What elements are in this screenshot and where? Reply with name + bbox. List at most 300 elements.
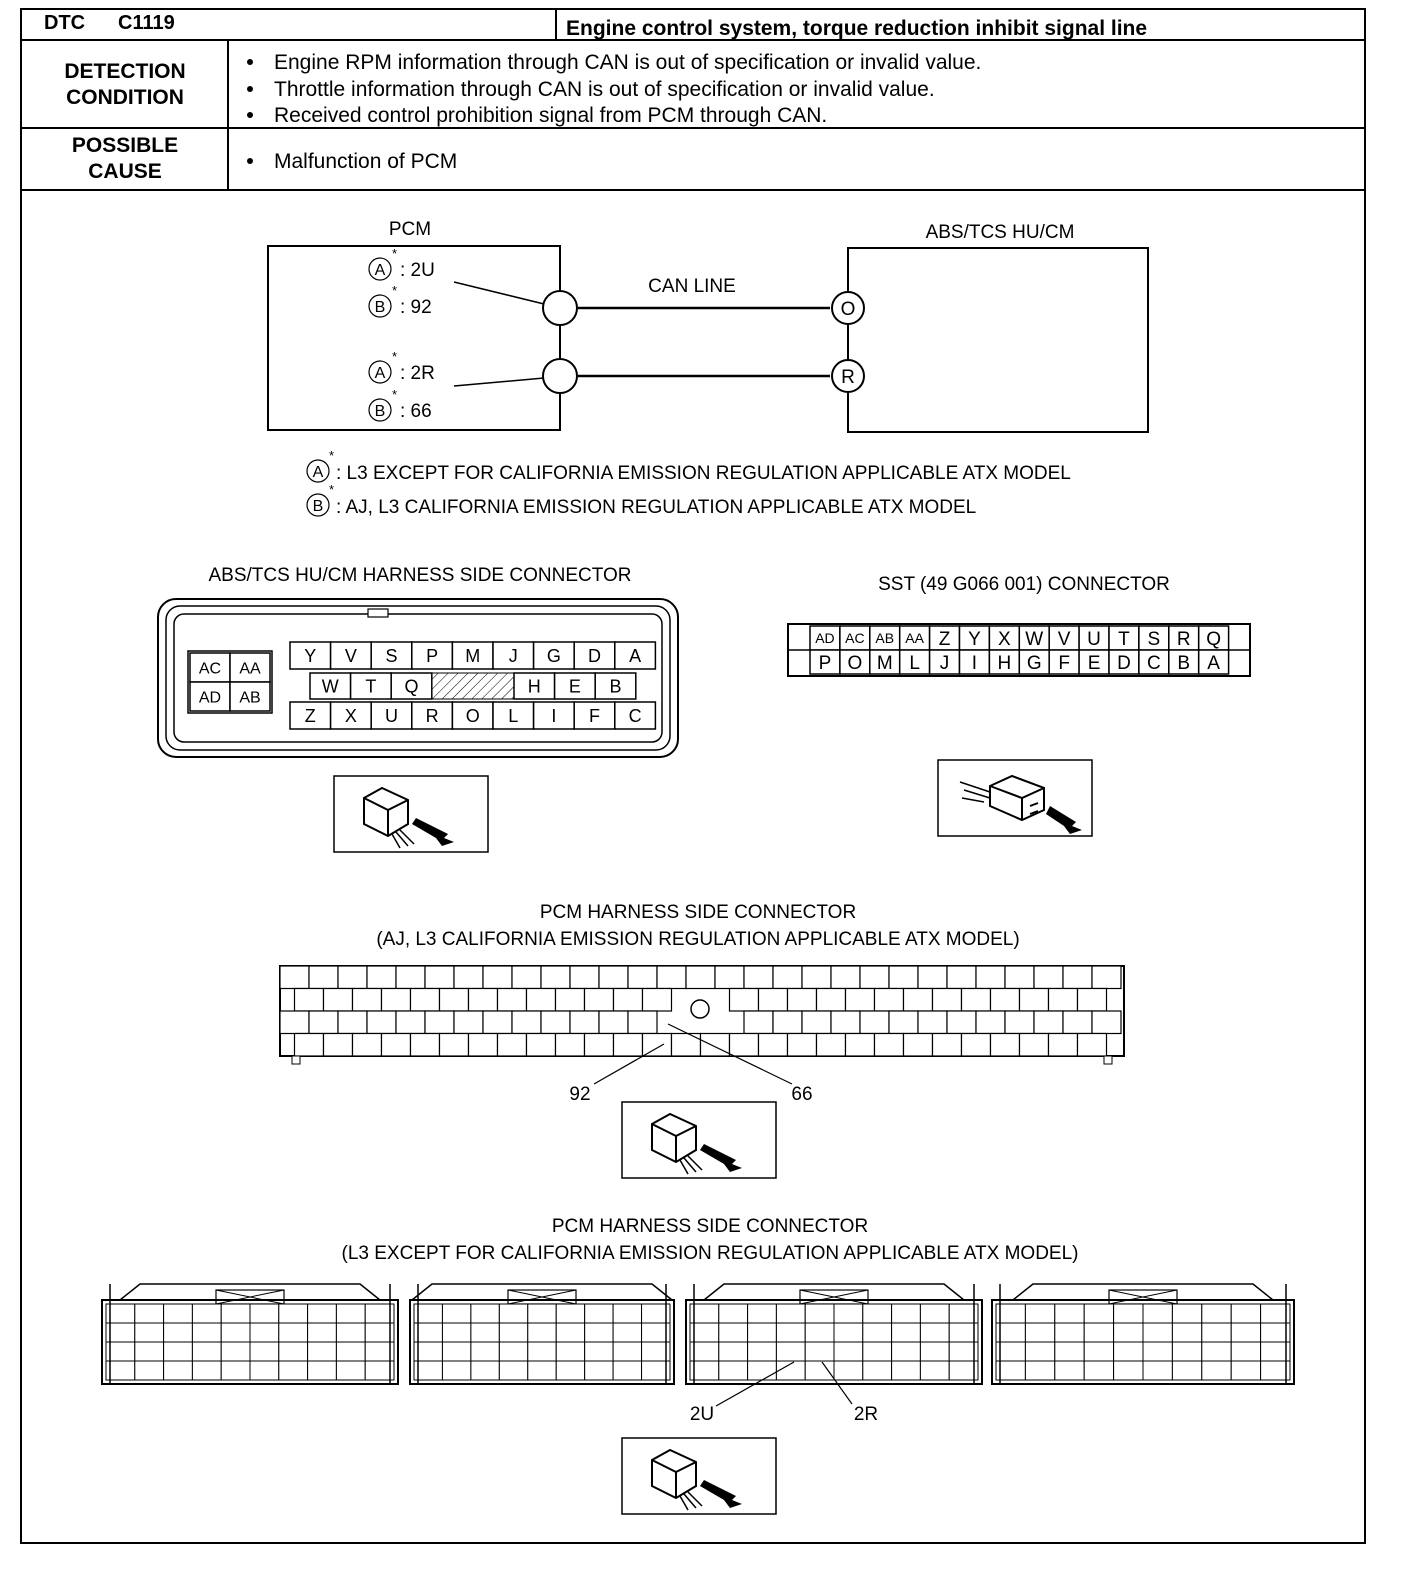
pcm-a-terminal — [336, 1323, 365, 1342]
pcm-b-terminal — [831, 1011, 860, 1034]
detection-item-3: Received control prohibition signal from PCM through CAN. — [274, 104, 828, 127]
pcm-b-terminal — [730, 1034, 759, 1057]
pcm-b-terminal — [1092, 1011, 1121, 1034]
sst-terminal-label: L — [909, 652, 920, 674]
sst-terminal-label: T — [1118, 628, 1130, 650]
pcm-b-terminal — [918, 1011, 947, 1034]
pcm-b-terminal — [396, 966, 425, 989]
pcm-pin-2r: : 2R — [400, 363, 435, 384]
cause-label: POSSIBLE — [71, 134, 179, 157]
detection-label: DETECTION — [64, 60, 186, 83]
abs-connector-key — [368, 609, 388, 617]
abs-pin-r: R — [841, 367, 855, 388]
sst-terminal-label: X — [998, 628, 1011, 650]
sst-terminal-label: A — [1207, 652, 1220, 674]
pcm-b-terminal — [933, 1034, 962, 1057]
bullet — [247, 112, 253, 118]
abs-terminal-label: AA — [239, 660, 261, 678]
pcm-a-terminal — [719, 1361, 748, 1380]
pcm-b-terminal — [976, 1011, 1005, 1034]
pcm-connector-b-subtitle: (AJ, L3 CALIFORNIA EMISSION REGULATION APPLICABLE ATX MODEL) — [376, 929, 1020, 950]
pcm-b-terminal — [280, 1011, 309, 1034]
pcm-b-terminal — [643, 989, 672, 1012]
pcm-b-terminal — [860, 966, 889, 989]
pcm-a-terminal — [1055, 1342, 1084, 1361]
sst-terminal-label: F — [1058, 652, 1070, 674]
pcm-b-terminal — [672, 1034, 701, 1057]
variant-a-letter: A — [374, 262, 386, 279]
abs-terminal-label: Y — [304, 645, 317, 666]
pcm-a-terminal — [135, 1323, 164, 1342]
pcm-a-terminal — [1025, 1304, 1054, 1323]
pcm-b-terminal — [846, 1034, 875, 1057]
pcm-a-terminal — [719, 1323, 748, 1342]
harness-view-icon — [960, 776, 1082, 834]
sst-terminal-label: I — [971, 652, 978, 674]
abs-terminal-label: AC — [198, 660, 222, 678]
pcm-a-terminal — [1084, 1342, 1113, 1361]
pcm-a-terminal — [920, 1323, 949, 1342]
leader-low — [454, 378, 544, 386]
pcm-b-terminal — [947, 1011, 976, 1034]
sst-terminal-label: M — [876, 652, 893, 674]
pcm-a-terminal — [748, 1323, 777, 1342]
abs-terminal-label: P — [426, 645, 439, 666]
pcm-a-terminal — [1114, 1342, 1143, 1361]
variant-a-letter: A — [374, 365, 386, 382]
pcm-b-terminal — [628, 1011, 657, 1034]
pcm-a-terminal — [279, 1304, 308, 1323]
pcm-a-terminal — [805, 1304, 834, 1323]
pcm-b-terminal — [570, 966, 599, 989]
pcm-a-terminal — [471, 1304, 499, 1323]
pcm-a-terminal — [308, 1304, 337, 1323]
sst-terminal-label: P — [818, 652, 832, 674]
pcm-a-terminal — [471, 1361, 499, 1380]
abs-terminal-label: AD — [198, 689, 222, 707]
pcm-connector-a-blocks — [102, 1284, 1294, 1384]
pcm-a-terminal — [164, 1304, 193, 1323]
abs-terminal-label: E — [568, 676, 581, 697]
dtc-label: DTC — [44, 12, 86, 34]
pcm-a-terminal — [719, 1342, 748, 1361]
pcm-b-terminal — [585, 1034, 614, 1057]
dtc-title: Engine control system, torque reduction inhibit signal line — [566, 17, 1148, 40]
pcm-b-terminal — [353, 1034, 382, 1057]
pcm-a-terminal — [585, 1304, 613, 1323]
sst-terminal-label: AA — [905, 630, 924, 647]
pcm-a-terminal — [613, 1342, 641, 1361]
pcm-a-terminal — [556, 1361, 584, 1380]
pcm-connector-b-title: PCM HARNESS SIDE CONNECTOR — [539, 902, 857, 923]
pcm-a-terminal — [1202, 1342, 1231, 1361]
pcm-a-terminal — [192, 1361, 221, 1380]
abs-terminal-label: S — [385, 645, 398, 666]
abs-terminal-label: M — [465, 645, 481, 666]
pcm-a-terminal — [863, 1342, 892, 1361]
pcm-a-terminal — [892, 1304, 921, 1323]
pcm-a-terminal — [613, 1361, 641, 1380]
pcm-a-terminal — [834, 1323, 863, 1342]
abs-terminal-label: Z — [304, 705, 316, 726]
pcm-a-terminal — [336, 1361, 365, 1380]
pcm-b-terminal — [947, 966, 976, 989]
pcm-a-terminal — [1231, 1323, 1260, 1342]
pcm-a-terminal — [863, 1304, 892, 1323]
pcm-a-terminal — [776, 1304, 805, 1323]
sst-terminal-label: H — [997, 652, 1012, 674]
pcm-b-terminal — [280, 966, 309, 989]
pcm-a-terminal — [221, 1323, 250, 1342]
pcm-b-terminal — [1005, 1011, 1034, 1034]
callout-2u: 2U — [689, 1404, 715, 1425]
pcm-b-terminal — [411, 1034, 440, 1057]
detection-label-2: CONDITION — [66, 86, 184, 109]
pcm-b-terminal — [1034, 966, 1063, 989]
pcm-b-terminal — [962, 989, 991, 1012]
pcm-a-terminal — [308, 1323, 337, 1342]
sst-terminal-label: G — [1026, 652, 1042, 674]
pcm-a-terminal — [135, 1361, 164, 1380]
pcm-a-terminal — [1084, 1323, 1113, 1342]
pcm-a-terminal — [748, 1304, 777, 1323]
pcm-b-terminal — [875, 1034, 904, 1057]
pcm-a-terminal — [250, 1304, 279, 1323]
abs-connector — [158, 565, 678, 852]
abs-terminal-label: X — [344, 705, 357, 726]
pcm-b-terminal — [367, 966, 396, 989]
pcm-b-terminal — [309, 1011, 338, 1034]
callout-92: 92 — [569, 1084, 591, 1105]
pcm-a-terminal — [279, 1323, 308, 1342]
pcm-b-terminal — [918, 966, 947, 989]
pcm-a-terminal — [613, 1323, 641, 1342]
variant-star: * — [392, 387, 398, 402]
pcm-b-terminal — [425, 1011, 454, 1034]
sst-terminal-label: U — [1087, 628, 1101, 650]
pcm-pin-2u: : 2U — [400, 260, 435, 281]
pcm-b-terminal — [440, 989, 469, 1012]
pcm-a-terminal — [1114, 1361, 1143, 1380]
pcm-a-terminal — [748, 1361, 777, 1380]
pcm-b-terminal — [730, 989, 759, 1012]
pcm-a-terminal — [1084, 1361, 1113, 1380]
detection-item-2: Throttle information through CAN is out of specification or invalid value. — [274, 78, 935, 101]
pcm-connector-a-title: PCM HARNESS SIDE CONNECTOR — [551, 1216, 869, 1237]
pcm-b-terminal — [324, 989, 353, 1012]
pcm-pin-66: : 66 — [400, 401, 432, 422]
pcm-a-terminal — [556, 1304, 584, 1323]
pcm-pin-92: : 92 — [400, 297, 432, 318]
pcm-a-terminal — [585, 1361, 613, 1380]
cause-item-1: Malfunction of PCM — [274, 150, 458, 173]
pcm-b-terminal — [1034, 1011, 1063, 1034]
abs-terminal-label: J — [508, 645, 518, 666]
variant-notes — [307, 448, 1071, 518]
bullet — [247, 59, 253, 65]
pcm-b-terminal — [527, 989, 556, 1012]
pcm-a-terminal — [164, 1342, 193, 1361]
pcm-b-terminal — [643, 1034, 672, 1057]
abs-label: ABS/TCS HU/CM — [925, 222, 1075, 243]
harness-view-icon — [652, 1450, 742, 1510]
pcm-connector-a — [102, 1216, 1294, 1514]
pcm-a-terminal — [192, 1323, 221, 1342]
pcm-b-terminal — [541, 966, 570, 989]
pcm-b-terminal — [701, 1034, 730, 1057]
pcm-b-terminal — [295, 989, 324, 1012]
pcm-b-terminal — [991, 1034, 1020, 1057]
pcm-b-terminal — [454, 1011, 483, 1034]
pcm-a-terminal — [719, 1304, 748, 1323]
pcm-b-terminal — [744, 966, 773, 989]
abs-terminal-label: C — [628, 705, 642, 726]
pcm-b-terminal — [556, 1034, 585, 1057]
sst-terminal-label: J — [939, 652, 950, 674]
pcm-a-terminal — [221, 1342, 250, 1361]
pcm-b-terminal — [585, 989, 614, 1012]
sst-terminal-label: B — [1177, 652, 1191, 674]
pcm-a-terminal — [221, 1304, 250, 1323]
abs-terminal-label: I — [551, 705, 557, 726]
sst-terminal-label: W — [1025, 628, 1044, 650]
pcm-a-terminal — [892, 1361, 921, 1380]
pcm-a-terminal — [834, 1304, 863, 1323]
pcm-a-terminal — [1231, 1342, 1260, 1361]
pcm-b-terminal — [991, 989, 1020, 1012]
pcm-b-terminal — [324, 1034, 353, 1057]
pcm-a-terminal — [442, 1304, 470, 1323]
pcm-b-terminal — [353, 989, 382, 1012]
pcm-a-terminal — [1231, 1361, 1260, 1380]
pcm-b-terminal — [962, 1034, 991, 1057]
pcm-a-terminal — [1143, 1361, 1172, 1380]
pcm-b-terminal — [1063, 966, 1092, 989]
harness-view-icon — [652, 1114, 742, 1174]
pcm-a-terminal — [1025, 1361, 1054, 1380]
note-b-letter: B — [312, 498, 324, 515]
pcm-a-terminal — [1231, 1304, 1260, 1323]
abs-terminal-label: L — [508, 705, 519, 726]
pcm-a-terminal — [279, 1361, 308, 1380]
pcm-b-terminal — [411, 989, 440, 1012]
sst-connector-cells — [810, 626, 1229, 674]
pcm-a-terminal — [336, 1342, 365, 1361]
pcm-a-terminal — [528, 1342, 556, 1361]
pcm-a-terminal — [528, 1304, 556, 1323]
pcm-b-terminal — [889, 966, 918, 989]
pcm-a-terminal — [499, 1304, 527, 1323]
pcm-b-terminal — [614, 1034, 643, 1057]
sst-terminal-label: AC — [845, 630, 865, 647]
pcm-b-terminal — [976, 966, 1005, 989]
pcm-a-terminal — [279, 1342, 308, 1361]
pcm-a-terminal — [1114, 1323, 1143, 1342]
pcm-b-terminal — [469, 1034, 498, 1057]
pcm-a-terminal — [613, 1304, 641, 1323]
pcm-b-terminal — [773, 1011, 802, 1034]
sst-terminal-label: R — [1176, 628, 1191, 650]
sst-terminal-label: Z — [938, 628, 951, 650]
pcm-b-terminal — [657, 966, 686, 989]
harness-view-icon — [364, 788, 454, 848]
pcm-a-terminal — [556, 1323, 584, 1342]
pcm-a-terminal — [863, 1323, 892, 1342]
pcm-a-terminal — [135, 1304, 164, 1323]
pcm-b-terminal — [788, 1034, 817, 1057]
pcm-a-terminal — [1025, 1342, 1054, 1361]
pcm-b-terminal — [628, 966, 657, 989]
pcm-b-terminal — [483, 966, 512, 989]
pcm-a-terminal — [920, 1342, 949, 1361]
pcm-a-terminal — [499, 1342, 527, 1361]
pcm-b-terminal — [512, 966, 541, 989]
pcm-b-terminal — [1020, 989, 1049, 1012]
pcm-b-foot — [292, 1056, 300, 1064]
pcm-b-terminal — [367, 1011, 396, 1034]
pcm-b-terminal — [338, 966, 367, 989]
pcm-b-terminal — [469, 989, 498, 1012]
pcm-a-terminal — [1055, 1304, 1084, 1323]
abs-terminal-label: O — [465, 705, 480, 726]
pcm-a-terminal — [250, 1323, 279, 1342]
pcm-b-terminal — [1063, 1011, 1092, 1034]
pcm-b-terminal — [295, 1034, 324, 1057]
pcm-a-terminal — [1202, 1304, 1231, 1323]
bullet — [247, 86, 253, 92]
pcm-b-terminal — [846, 989, 875, 1012]
pcm-a-terminal — [1084, 1304, 1113, 1323]
sst-connector-title: SST (49 G066 001) CONNECTOR — [878, 574, 1170, 595]
pcm-a-terminal — [471, 1323, 499, 1342]
pcm-b-terminal — [1092, 966, 1121, 989]
pcm-a-terminal — [1172, 1323, 1201, 1342]
pcm-a-terminal — [1202, 1323, 1231, 1342]
wiring-diagram — [268, 219, 1148, 432]
sst-terminal-label: E — [1087, 652, 1101, 674]
abs-connector-title: ABS/TCS HU/CM HARNESS SIDE CONNECTOR — [208, 565, 632, 586]
pcm-a-terminal — [920, 1304, 949, 1323]
pcm-a-terminal — [776, 1323, 805, 1342]
abs-terminal-label: V — [344, 645, 357, 666]
note-b-text: : AJ, L3 CALIFORNIA EMISSION REGULATION APPLICABLE ATX MODEL — [336, 497, 977, 518]
pcm-b-terminal — [889, 1011, 918, 1034]
pcm-a-terminal — [585, 1323, 613, 1342]
pcm-b-terminal — [875, 989, 904, 1012]
pcm-a-terminal — [556, 1342, 584, 1361]
pcm-b-terminal — [904, 989, 933, 1012]
pcm-b-terminal — [614, 989, 643, 1012]
sst-terminal-label: O — [847, 652, 863, 674]
pcm-connector-b — [280, 902, 1124, 1178]
pcm-b-terminal — [338, 1011, 367, 1034]
pcm-a-terminal — [776, 1342, 805, 1361]
pcm-terminal-high — [543, 291, 577, 325]
pcm-b-terminal — [1049, 1034, 1078, 1057]
pcm-b-terminal — [454, 966, 483, 989]
abs-terminal-label: Q — [404, 676, 419, 697]
pcm-b-terminal — [512, 1011, 541, 1034]
pcm-b-terminal — [570, 1011, 599, 1034]
pcm-b-terminal — [483, 1011, 512, 1034]
variant-b-letter: B — [374, 403, 386, 420]
dtc-code: C1119 — [118, 12, 175, 34]
abs-terminal-label: A — [629, 645, 642, 666]
pcm-b-terminal — [440, 1034, 469, 1057]
dtc-page — [20, 8, 1366, 1544]
variant-b-letter: B — [374, 299, 386, 316]
callout-2r: 2R — [853, 1404, 879, 1425]
pcm-a-terminal — [250, 1342, 279, 1361]
pcm-a-terminal — [920, 1361, 949, 1380]
abs-terminal-label: D — [588, 645, 601, 666]
abs-terminal-label: W — [321, 676, 339, 697]
pcm-b-terminal — [425, 966, 454, 989]
pcm-b-terminal — [686, 966, 715, 989]
pcm-a-terminal — [442, 1361, 470, 1380]
pcm-a-terminal — [221, 1361, 250, 1380]
pcm-b-terminal — [831, 966, 860, 989]
sst-terminal-label: V — [1057, 628, 1071, 650]
note-star: * — [329, 448, 335, 463]
pcm-b-terminal — [759, 1034, 788, 1057]
pcm-b-terminal — [802, 966, 831, 989]
pcm-b-terminal — [904, 1034, 933, 1057]
pcm-a-terminal — [442, 1342, 470, 1361]
pcm-b-terminal — [817, 989, 846, 1012]
pcm-b-terminal — [817, 1034, 846, 1057]
pcm-a-terminal — [805, 1323, 834, 1342]
pcm-a-terminal — [499, 1361, 527, 1380]
pcm-a-terminal — [1114, 1304, 1143, 1323]
pcm-b-terminal — [599, 1011, 628, 1034]
sst-terminal-label: C — [1146, 652, 1161, 674]
pcm-b-terminal — [382, 989, 411, 1012]
pcm-a-terminal — [164, 1361, 193, 1380]
pcm-a-terminal — [834, 1342, 863, 1361]
pcm-b-terminal — [860, 1011, 889, 1034]
pcm-b-terminal — [498, 989, 527, 1012]
pcm-a-terminal — [1202, 1361, 1231, 1380]
pcm-b-terminal — [933, 989, 962, 1012]
pcm-label: PCM — [388, 219, 432, 240]
callout-66: 66 — [791, 1084, 813, 1105]
pcm-b-terminal — [1005, 966, 1034, 989]
pcm-b-terminal — [744, 1011, 773, 1034]
can-line-label: CAN LINE — [648, 276, 736, 297]
pcm-a-terminal — [528, 1323, 556, 1342]
pcm-a-terminal — [308, 1342, 337, 1361]
pcm-a-terminal — [442, 1323, 470, 1342]
sst-terminal-label: AB — [875, 630, 895, 647]
sst-connector — [788, 574, 1250, 836]
pcm-b-terminal — [396, 1011, 425, 1034]
pcm-a-terminal — [192, 1342, 221, 1361]
pcm-a-terminal — [250, 1361, 279, 1380]
abs-terminal-label: AB — [239, 689, 261, 707]
pcm-a-terminal — [1172, 1304, 1201, 1323]
abs-terminal-label: B — [609, 676, 622, 697]
pcm-a-terminal — [805, 1361, 834, 1380]
pcm-b-terminal — [382, 1034, 411, 1057]
cause-label-2: CAUSE — [88, 160, 162, 183]
pcm-connector-b-key — [691, 1000, 709, 1018]
pcm-b-terminal — [599, 966, 628, 989]
pcm-connector-a-subtitle: (L3 EXCEPT FOR CALIFORNIA EMISSION REGULATION APPLICABLE ATX MODEL) — [341, 1243, 1079, 1264]
sst-terminal-label: Q — [1206, 628, 1222, 650]
pcm-a-terminal — [1055, 1323, 1084, 1342]
leader-high — [454, 282, 544, 304]
